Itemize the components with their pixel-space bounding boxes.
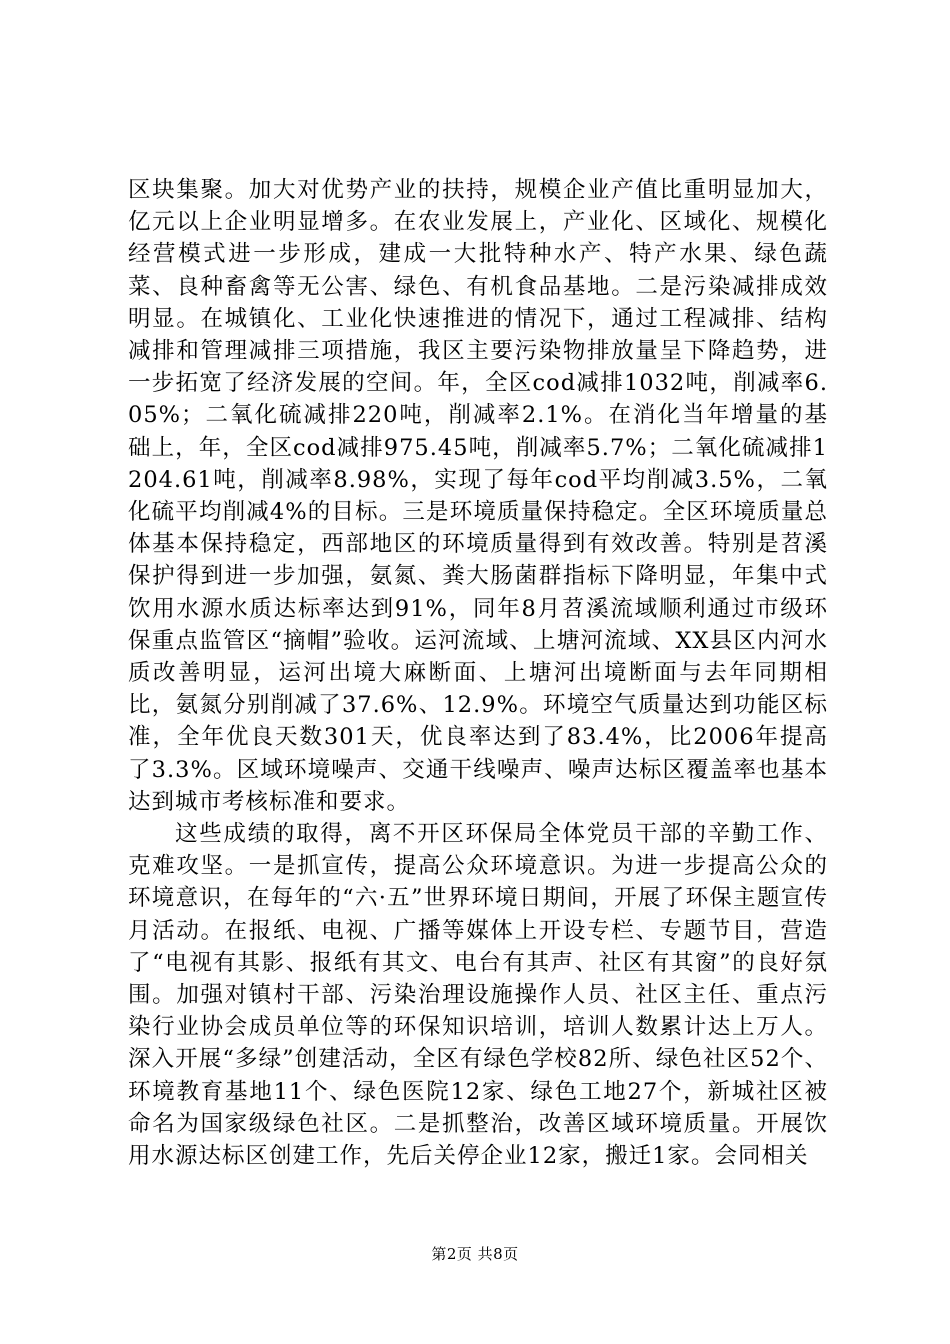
- document-body: [128, 174, 828, 1172]
- page-number-footer: 第2页 共8页: [431, 1245, 519, 1263]
- paragraph-2: 这些成绩的取得，离不开区环保局全体党员干部的辛勤工作、克难攻坚。一是抓宣传，提高公众环境意识。为进一步提高公众的环境意识，在每年的“六·五”世界环境日期间，开展了环保主题宣传月活动。在报纸、电视、广播等媒体上开设专栏、专题节目，营造了“电视有其影、报纸有其文、电台有其声、社区有其窗”的良好氛围。加强对镇村干部、污染治理设施操作人员、社区主任、重点污染行业协会成员单位等的环保知识培训，培训人数累计达上万人。深入开展“多绿”创建活动，全区有绿色学校82所、绿色社区52个、环境教育基地11个、绿色医院12家、绿色工地27个，新城社区被命名为国家级绿色社区。二是抓整治，改善区域环境质量。开展饮用水源达标区创建工作，先后关停企业12家，搬迁1家。会同相关: [128, 821, 828, 1170]
- paragraph-1: 区块集聚。加大对优势产业的扶持，规模企业产值比重明显加大，亿元以上企业明显增多。在农业发展上，产业化、区域化、规模化经营模式进一步形成，建成一大批特种水产、特产水果、绿色蔬菜、良种畜禽等无公害、绿色、有机食品基地。二是污染减排成效明显。在城镇化、工业化快速推进的情况下，通过工程减排、结构减排和管理减排三项措施，我区主要污染物排放量呈下降趋势，进一步拓宽了经济发展的空间。年，全区cod减排1032吨，削减率6.05%；二氧化硫减排220吨，削减率2.1%。在消化当年增量的基础上，年，全区cod减排975.45吨，削减率5.7%；二氧化硫减排1204.61吨，削减率8.98%，实现了每年cod平均削减3.5%，二氧化硫平均削减4%的目标。三是环境质量保持稳定。全区环境质量总体基本保持稳定，西部地区的环境质量得到有效改善。特别是苕溪保护得到进一步加强，氨氮、粪大肠菌群指标下降明显，年集中式饮用水源水质达标率达到91%，同年8月苕溪流域顺利通过市级环保重点监管区“摘帽”验收。运河流域、上塘河流域、XX县区内河水质改善明显，运河出境大麻断面、上塘河出境断面与去年同期相比，氨氮分别削减了37.6%、12.9%。环境空气质量达到功能区标准，全年优良天数301天，优良率达到了83.4%，比2006年提高了3.3%。区域环境噪声、交通干线噪声、噪声达标区覆盖率也基本达到城市考核标准和要求。: [128, 177, 828, 815]
